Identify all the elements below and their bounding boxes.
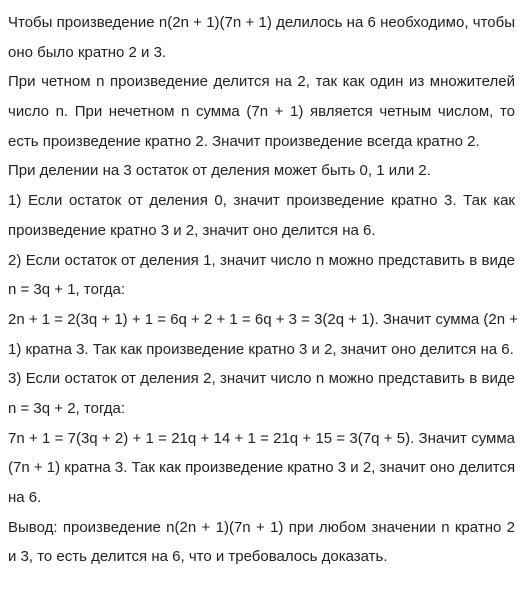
text-line: число n. При нечетном n сумма (7n + 1) является четным числом, то	[8, 103, 515, 121]
text-line: 1) кратна 3. Так как произведение кратно 3 и 2, значит оно делится на 6.	[8, 340, 514, 358]
text-line: и 3, то есть делится на 6, что и требовалось доказать.	[8, 548, 388, 566]
text-line: 1) Если остаток от деления 0, значит произведение кратно 3. Так как	[8, 192, 515, 210]
text-line: n = 3q + 2, тогда:	[8, 399, 125, 417]
text-line: 3) Если остаток от деления 2, значит число n можно представить в виде	[8, 370, 515, 388]
text-line: есть произведение кратно 2. Значит произведение всегда кратно 2.	[8, 132, 480, 150]
text-line: (7n + 1) кратна 3. Так как произведение кратно 3 и 2, значит оно делится	[8, 459, 516, 477]
text-line: на 6.	[8, 489, 42, 506]
text-line: 7n + 1 = 7(3q + 2) + 1 = 21q + 14 + 1 = 21q + 15 = 3(7q + 5). Значит сумма	[8, 429, 515, 447]
text-line: 2n + 1 = 2(3q + 1) + 1 = 6q + 2 + 1 = 6q + 3 = 3(2q + 1). Значит сумма (2n +	[8, 310, 519, 328]
text-line: произведение кратно 3 и 2, значит оно делится на 6.	[8, 221, 376, 239]
text-line: Вывод: произведение n(2n + 1)(7n + 1) при любом значении n кратно 2	[8, 518, 515, 536]
text-line: При делении на 3 остаток от деления может быть 0, 1 или 2.	[8, 162, 431, 180]
text-line: Чтобы произведение n(2n + 1)(7n + 1) делилось на 6 необходимо, чтобы	[8, 14, 515, 31]
text-line: При четном n произведение делится на 2, так как один из множителей	[8, 73, 515, 91]
text-line: 2) Если остаток от деления 1, значит число n можно представить в виде	[8, 251, 515, 269]
text-line: оно было кратно 2 и 3.	[8, 43, 167, 61]
text-line: n = 3q + 1, тогда:	[8, 281, 125, 299]
